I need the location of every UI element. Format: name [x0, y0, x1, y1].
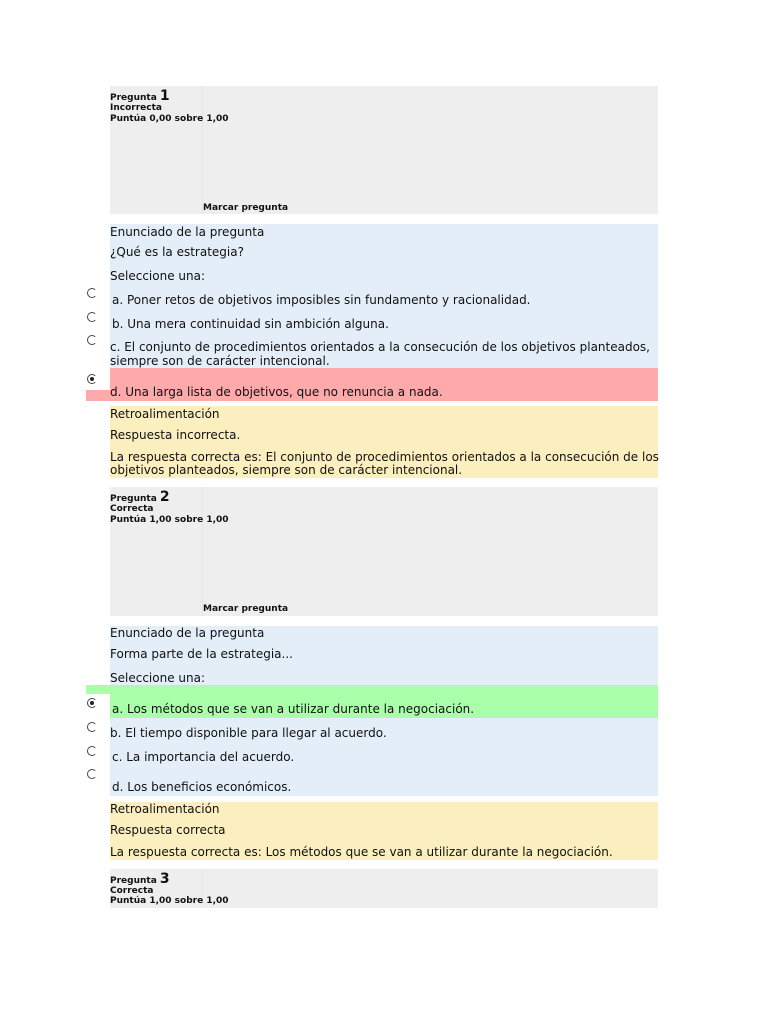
- question-label: Pregunta: [110, 876, 157, 886]
- feedback-result: Respuesta incorrecta.: [110, 428, 241, 442]
- option-d-label: d. Una larga lista de objetivos, que no renuncia a nada.: [110, 385, 443, 399]
- option-b-label: b. Una mera continuidad sin ambición alguna.: [112, 317, 389, 331]
- question-number: [110, 871, 170, 887]
- radio-option-c[interactable]: [87, 335, 97, 345]
- question-number: [110, 88, 170, 104]
- question-3-info: [110, 869, 658, 908]
- question-number-value: 1: [159, 88, 170, 104]
- radio-option-a[interactable]: [87, 288, 97, 298]
- question-1-info: [110, 86, 658, 214]
- option-d-label: d. Los beneficios económicos.: [112, 780, 292, 794]
- question-grade: Puntúa 1,00 sobre 1,00: [110, 515, 229, 525]
- statement-heading: Enunciado de la pregunta: [110, 225, 265, 239]
- radio-option-d[interactable]: [87, 374, 97, 384]
- feedback-correct-answer: La respuesta correcta es: Los métodos que se van a utilizar durante la negociación.: [110, 845, 613, 859]
- info-divider: [202, 86, 203, 214]
- feedback-heading: Retroalimentación: [110, 802, 220, 816]
- feedback-result: Respuesta correcta: [110, 823, 226, 837]
- question-state: Correcta: [110, 886, 154, 896]
- flag-question-link[interactable]: Marcar pregunta: [203, 604, 289, 614]
- question-state: Correcta: [110, 504, 154, 514]
- question-text: Forma parte de la estrategia...: [110, 647, 293, 661]
- radio-option-c[interactable]: [87, 746, 97, 756]
- question-text: ¿Qué es la estrategia?: [110, 245, 244, 259]
- option-c-label: c. El conjunto de procedimientos orientados a la consecución de los objetivos planteados,: [110, 340, 650, 354]
- question-2-info: [110, 487, 658, 616]
- question-label: Pregunta: [110, 494, 157, 504]
- radio-option-a[interactable]: [87, 698, 97, 708]
- feedback-heading: Retroalimentación: [110, 407, 220, 421]
- question-label: Pregunta: [110, 93, 157, 103]
- question-grade: Puntúa 1,00 sobre 1,00: [110, 896, 229, 906]
- question-grade: Puntúa 0,00 sobre 1,00: [110, 114, 229, 124]
- radio-option-b[interactable]: [87, 722, 97, 732]
- option-c-label: c. La importancia del acuerdo.: [112, 750, 295, 764]
- feedback-correct-answer: La respuesta correcta es: El conjunto de procedimientos orientados a la consecución de los: [110, 450, 659, 464]
- question-number-value: 2: [159, 489, 170, 505]
- option-a-label: a. Poner retos de objetivos imposibles sin fundamento y racionalidad.: [112, 293, 531, 307]
- question-number: [110, 489, 170, 505]
- flag-question-link[interactable]: Marcar pregunta: [203, 203, 289, 213]
- option-c-label-line2: siempre son de carácter intencional.: [110, 354, 330, 368]
- select-one-prompt: Seleccione una:: [110, 269, 205, 283]
- info-divider: [202, 487, 203, 616]
- option-b-label: b. El tiempo disponible para llegar al acuerdo.: [110, 726, 387, 740]
- option-a-label: a. Los métodos que se van a utilizar durante la negociación.: [112, 702, 475, 716]
- radio-option-d[interactable]: [87, 769, 97, 779]
- select-one-prompt: Seleccione una:: [110, 671, 205, 685]
- feedback-correct-answer-line2: objetivos planteados, siempre son de carácter intencional.: [110, 463, 463, 477]
- question-state: Incorrecta: [110, 103, 162, 113]
- radio-option-b[interactable]: [87, 312, 97, 322]
- question-number-value: 3: [159, 871, 170, 887]
- statement-heading: Enunciado de la pregunta: [110, 626, 265, 640]
